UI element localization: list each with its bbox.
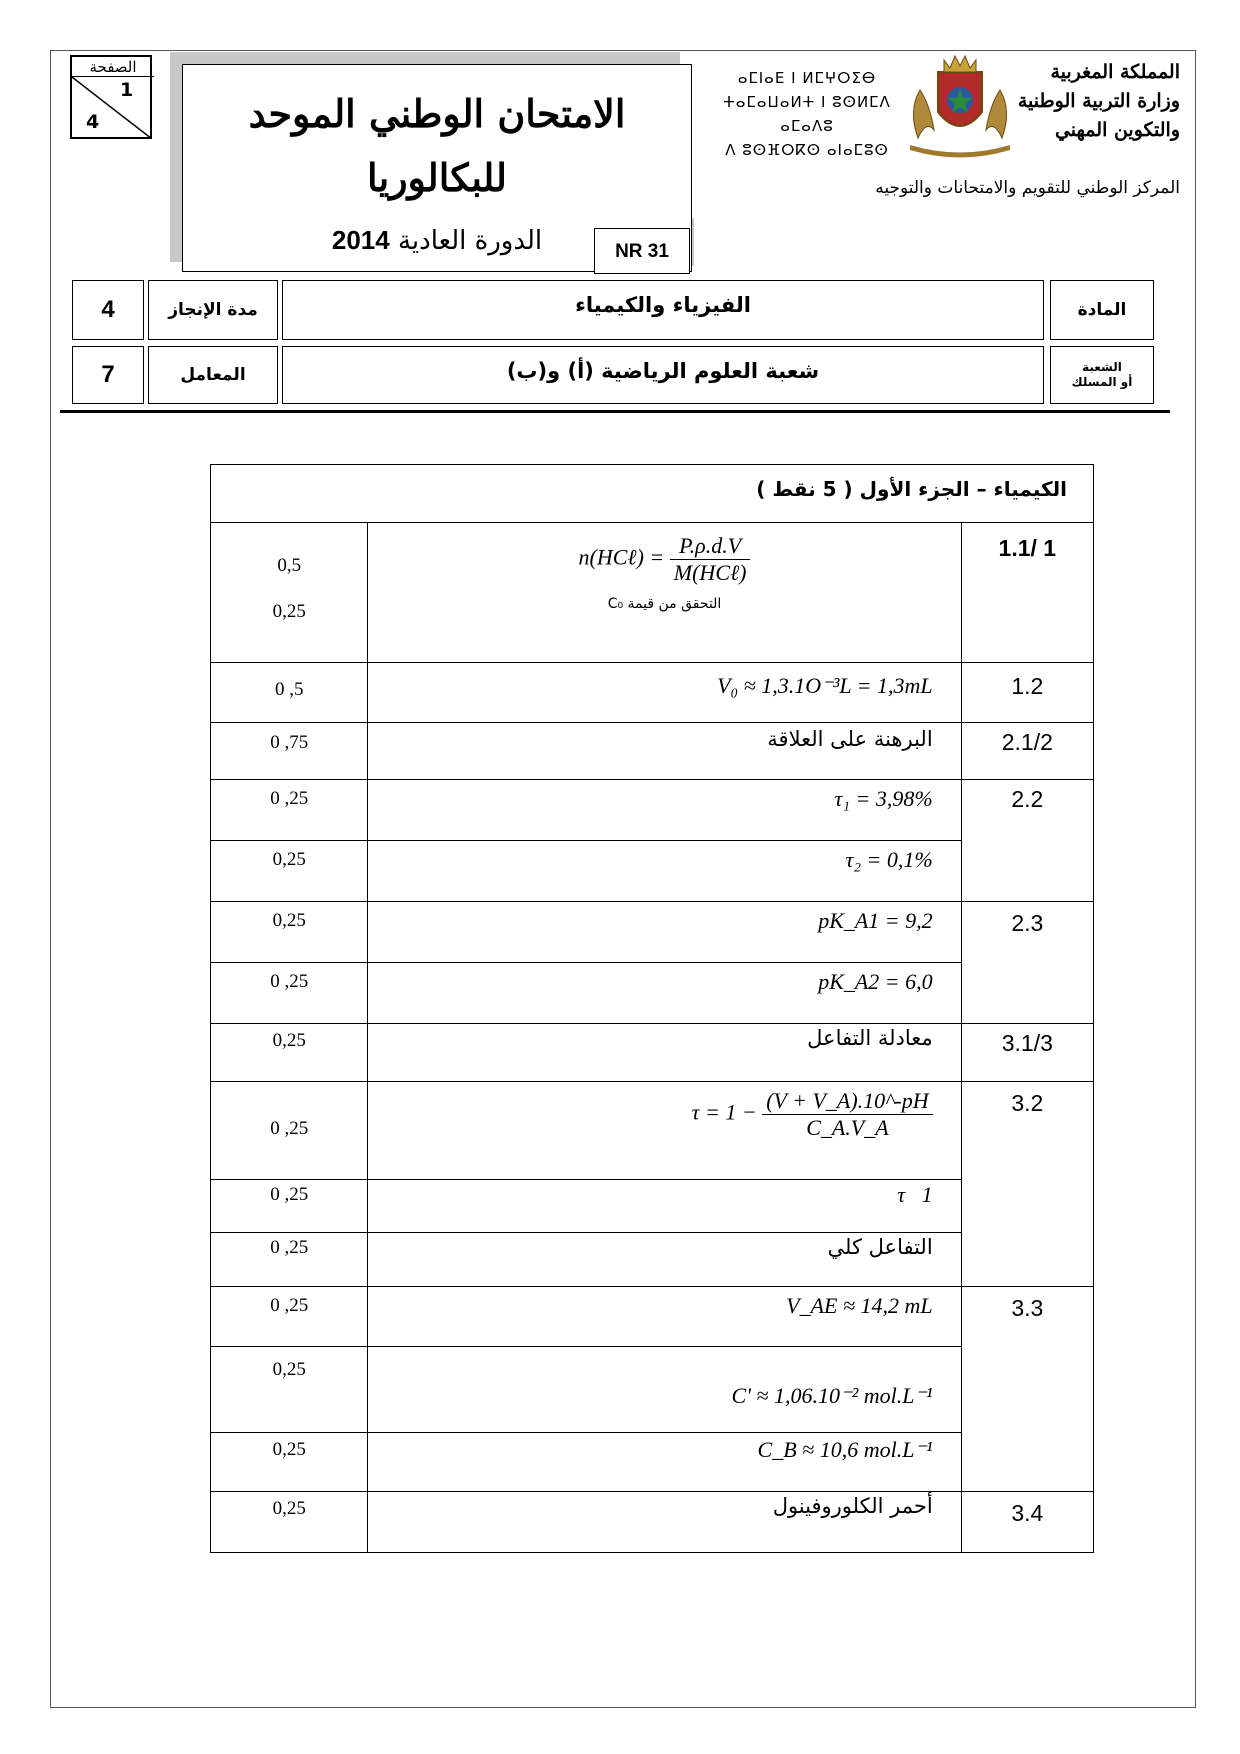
answer-tau1: τ₁ = 3,98%	[834, 786, 933, 811]
coat-of-arms-icon	[900, 50, 1020, 160]
exam-code: NR 31	[594, 228, 690, 274]
branch-label	[1050, 346, 1154, 404]
answer-tau2: τ₂ = 0,1%	[845, 847, 933, 872]
points-value: 0 ,25	[211, 1233, 368, 1287]
answer-text: البرهنة على العلاقة	[767, 727, 933, 751]
table-row	[211, 963, 1094, 1024]
points-cell	[211, 523, 368, 663]
points-value: 0,25	[211, 1347, 368, 1433]
answer-cell	[368, 1492, 961, 1553]
question-number: 1.2	[961, 663, 1093, 723]
points-value: 0 ,25	[211, 963, 368, 1024]
answer-vae: V_AE ≈ 14,2 mL	[786, 1293, 933, 1318]
answer-text: أحمر الكلوروفينول	[772, 1494, 933, 1518]
table-row	[211, 1180, 1094, 1233]
table-row	[211, 723, 1094, 780]
formula-tau-denominator: C_A.V_A	[806, 1115, 889, 1140]
formula-n-lhs: n(HCℓ) =	[578, 544, 665, 570]
answer-cell	[368, 1082, 961, 1180]
tifinagh-line2: ⵜⴰⵎⴰⵡⴰⵍⵜ ⵏ ⵓⵙⵍⵎⴷ ⴰⵎⴰⴷⵓ	[723, 93, 891, 135]
answer-cell	[368, 1347, 961, 1433]
duration-value: 4	[72, 280, 144, 340]
table-row	[211, 1492, 1094, 1553]
question-number: 2.1/2	[961, 723, 1093, 780]
answer-pka2: pK_A2 = 6,0	[818, 969, 933, 994]
page-divider	[72, 77, 152, 139]
answer-pka1: pK_A1 = 9,2	[818, 908, 933, 933]
grading-table	[210, 464, 1094, 1553]
answer-cell	[368, 723, 961, 780]
formula-tau-numerator: (V + V_A).10^-pH	[762, 1088, 932, 1115]
points-value: 0 ,25	[211, 780, 368, 841]
exam-title-line1: الامتحان الوطني الموحد	[248, 91, 626, 136]
table-row	[211, 1082, 1094, 1180]
part-title: الكيمياء – الجزء الأول ( 5 نقط )	[756, 477, 1067, 501]
answer-cell	[368, 1287, 961, 1347]
coef-label: المعامل	[148, 346, 278, 404]
points-value: 0 ,25	[211, 1287, 368, 1347]
answer-cell	[368, 663, 961, 723]
formula-tau-lhs: τ = 1 −	[691, 1099, 757, 1125]
answer-cb: C_B ≈ 10,6 mol.L⁻¹	[757, 1437, 933, 1462]
kingdom-line2: وزارة التربية الوطنية	[1017, 90, 1180, 112]
page-current: 1	[120, 79, 134, 101]
points-value: 0,25	[211, 841, 368, 902]
answer-cell	[368, 780, 961, 841]
answer-text: معادلة التفاعل	[807, 1026, 933, 1050]
points-value: 0 ,5	[211, 663, 368, 723]
answer-cell	[368, 1180, 961, 1233]
branch-label-line1: الشعبة	[1082, 360, 1122, 374]
tifinagh-line3: ⴷ ⵓⵙⴼⵔⴽⵙ ⴰⵏⴰⵎⵓⵙ	[725, 141, 889, 159]
answer-cell	[368, 902, 961, 963]
points-value: 0 ,25	[211, 1180, 368, 1233]
table-row	[211, 841, 1094, 902]
answer-cell	[368, 1233, 961, 1287]
tifinagh-line1: ⴰⵎⵏⴰⴹ ⵏ ⵍⵎⵖⵔⵉⴱ	[737, 69, 877, 87]
points-value: 0,25	[272, 601, 306, 622]
points-value: 0 ,75	[211, 723, 368, 780]
question-number: 2.3	[961, 902, 1093, 1024]
page-total: 4	[86, 111, 100, 133]
table-row	[211, 902, 1094, 963]
table-row	[211, 1347, 1094, 1433]
answer-cell	[368, 523, 961, 663]
center-name: المركز الوطني للتقويم والامتحانات والتوجيه	[875, 178, 1180, 198]
answer-cell	[368, 963, 961, 1024]
table-row	[211, 780, 1094, 841]
session-year: 2014	[331, 225, 390, 255]
points-value: 0,25	[211, 1024, 368, 1082]
exam-title-line2: للبكالوريا	[367, 155, 507, 200]
question-number: 3.3	[961, 1287, 1093, 1492]
points-value: 0,25	[211, 1492, 368, 1553]
verify-note: التحقق من قيمة C₀	[607, 596, 722, 612]
points-value: 0,25	[211, 902, 368, 963]
formula-n-numerator: P.ρ.d.V	[670, 533, 751, 560]
branch-label-line2: أو المسلك	[1071, 375, 1133, 389]
formula-n-hcl	[579, 533, 751, 586]
kingdom-line1: المملكة المغربية	[1050, 61, 1180, 83]
question-number: 2.2	[961, 780, 1093, 902]
header-separator	[60, 410, 1170, 413]
answer-tau-approx: τ 1	[897, 1182, 933, 1207]
answer-cell	[368, 841, 961, 902]
points-value: 0 ,25	[211, 1082, 368, 1180]
table-row	[211, 1433, 1094, 1492]
question-number: 3.1/3	[961, 1024, 1093, 1082]
formula-tau	[692, 1088, 933, 1141]
subject-label: المادة	[1050, 280, 1154, 340]
question-number: 1.1/ 1	[961, 523, 1093, 663]
kingdom-line3: والتكوين المهني	[1054, 119, 1180, 141]
tifinagh-heading	[712, 66, 902, 162]
subject-value: الفيزياء والكيمياء	[282, 280, 1044, 340]
table-row	[211, 663, 1094, 723]
ministry-heading	[1010, 58, 1180, 145]
table-row	[211, 465, 1094, 523]
part-title-cell	[211, 465, 1094, 523]
formula-n-fraction	[670, 533, 751, 586]
coef-value: 7	[72, 346, 144, 404]
answer-cell	[368, 1024, 961, 1082]
table-row	[211, 1233, 1094, 1287]
page-indicator	[70, 55, 152, 139]
answer-v0: V₀ ≈ 1,3.1O⁻³L = 1,3mL	[717, 673, 933, 698]
answer-cell	[368, 1433, 961, 1492]
duration-label: مدة الإنجاز	[148, 280, 278, 340]
session-text: الدورة العادية	[397, 226, 543, 256]
points-value: 0,5	[277, 555, 302, 576]
formula-tau-fraction	[762, 1088, 932, 1141]
question-number: 3.2	[961, 1082, 1093, 1287]
points-value: 0,25	[211, 1433, 368, 1492]
branch-value: شعبة العلوم الرياضية (أ) و(ب)	[282, 346, 1044, 404]
table-row	[211, 1287, 1094, 1347]
page-label: الصفحة	[72, 57, 154, 77]
answer-text: التفاعل كلي	[827, 1235, 933, 1259]
formula-n-denominator: M(HCℓ)	[673, 560, 747, 585]
table-row	[211, 1024, 1094, 1082]
question-number: 3.4	[961, 1492, 1093, 1553]
answer-c-prime: C' ≈ 1,06.10⁻² mol.L⁻¹	[731, 1383, 933, 1408]
table-row	[211, 523, 1094, 663]
